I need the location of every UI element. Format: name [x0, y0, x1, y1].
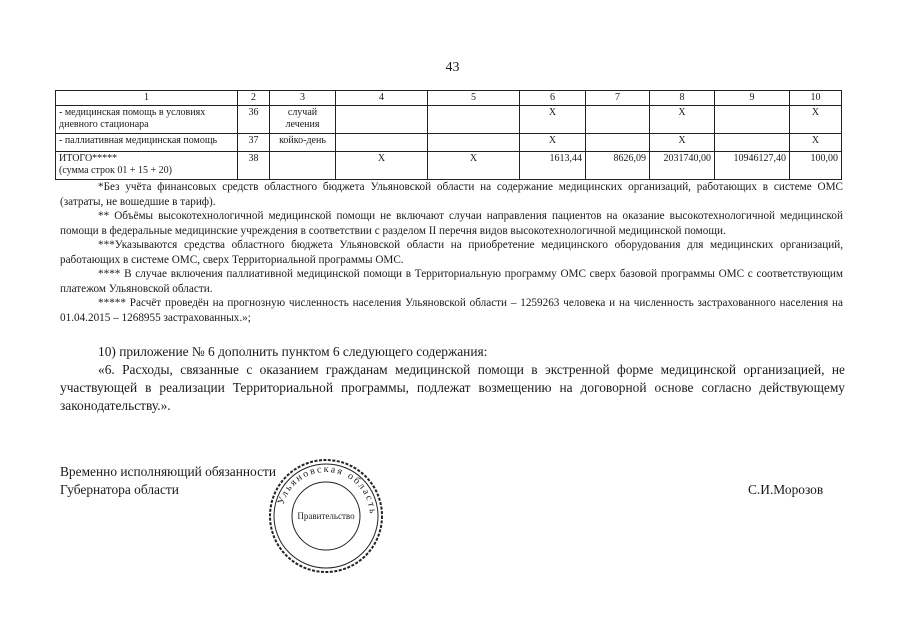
table-cell: X [650, 134, 715, 152]
table-row [56, 134, 842, 152]
table-cell [270, 152, 336, 180]
table-header-row [56, 91, 842, 106]
table-cell [428, 106, 520, 134]
amendment-item-6: «6. Расходы, связанные с оказанием гражданам медицинской помощи в экстренной форме медицинской организацией, не участвующей в реализации Территориальной программы, подлежат возмещению на договорной основе согласно действующему законодательству.». [60, 362, 845, 413]
table-cell: X [428, 152, 520, 180]
table-cell: - паллиативная медицинская помощь [56, 134, 238, 152]
table-cell: 36 [238, 106, 270, 134]
table-row [56, 106, 842, 134]
footnote: *Без учёта финансовых средств областного бюджета Ульяновской области на содержание медицинских организаций, работающих в системе ОМС (затраты, не вошедшие в тариф). [60, 181, 843, 208]
table-cell: 100,00 [790, 152, 842, 180]
official-seal [266, 456, 386, 576]
table-cell: 37 [238, 134, 270, 152]
table-cell: 10946127,40 [715, 152, 790, 180]
signatory-name: С.И.Морозов [748, 482, 824, 497]
seal-center-text: Правительство [297, 511, 355, 521]
signatory-position [60, 463, 276, 499]
table-cell [586, 134, 650, 152]
table-cell: 1613,44 [520, 152, 586, 180]
footnote: ***Указываются средства областного бюджета Ульяновской области на приобретение медицинского оборудования для медицинских организаций, работающих в системе ОМС, сверх Территориальной программы ОМС. [60, 239, 843, 266]
page-number: 43 [445, 60, 460, 75]
table-cell: X [790, 134, 842, 152]
table-cell [336, 106, 428, 134]
col-header: 10 [790, 91, 842, 106]
footnote: **** В случае включения паллиативной медицинской помощи в Территориальную программу ОМС сверх базовой программы ОМС с соответствующим платежом Ульяновской области. [60, 268, 843, 295]
col-header: 6 [520, 91, 586, 106]
table-cell: случай лечения [270, 106, 336, 134]
table-cell: X [790, 106, 842, 134]
table-cell: - медицинская помощь в условиях дневного стационара [56, 106, 238, 134]
col-header: 5 [428, 91, 520, 106]
table-cell: X [336, 152, 428, 180]
table-cell [715, 106, 790, 134]
footnote: ***** Расчёт проведён на прогнозную численность населения Ульяновской области – 1259263 человека и на численность застрахованного населения на 01.04.2015 – 1268955 застрахованных.»; [60, 297, 843, 324]
amendment-paragraph [60, 343, 845, 415]
table-cell [336, 134, 428, 152]
col-header: 8 [650, 91, 715, 106]
position-line: Временно исполняющий обязанности [60, 464, 277, 479]
position-line: Губернатора области [60, 482, 179, 497]
table-cell: 2031740,00 [650, 152, 715, 180]
table-cell: X [520, 106, 586, 134]
table-cell [586, 106, 650, 134]
col-header: 4 [336, 91, 428, 106]
data-table [55, 90, 842, 180]
table-cell: X [650, 106, 715, 134]
seal-ring-text: Ульяновская область [275, 463, 379, 516]
amendment-item-10: 10) приложение № 6 дополнить пунктом 6 следующего содержания: [98, 344, 488, 359]
footnotes [60, 180, 843, 325]
table-row-total [56, 152, 842, 180]
table-cell: ИТОГО***** (сумма строк 01 + 15 + 20) [56, 152, 238, 180]
table-cell: 8626,09 [586, 152, 650, 180]
table-cell: койко-день [270, 134, 336, 152]
table-cell: 38 [238, 152, 270, 180]
table-cell [428, 134, 520, 152]
col-header: 2 [238, 91, 270, 106]
col-header: 3 [270, 91, 336, 106]
col-header: 9 [715, 91, 790, 106]
table-cell: X [520, 134, 586, 152]
col-header: 1 [56, 91, 238, 106]
col-header: 7 [586, 91, 650, 106]
footnote: ** Объёмы высокотехнологичной медицинской помощи не включают случаи направления пациентов на оказание высокотехнологичной медицинской помощи в федеральные медицинские учреждения в соответствии с разделом II перечня видов высокотехнологичной медицинской помощи. [60, 210, 843, 237]
table-cell [715, 134, 790, 152]
